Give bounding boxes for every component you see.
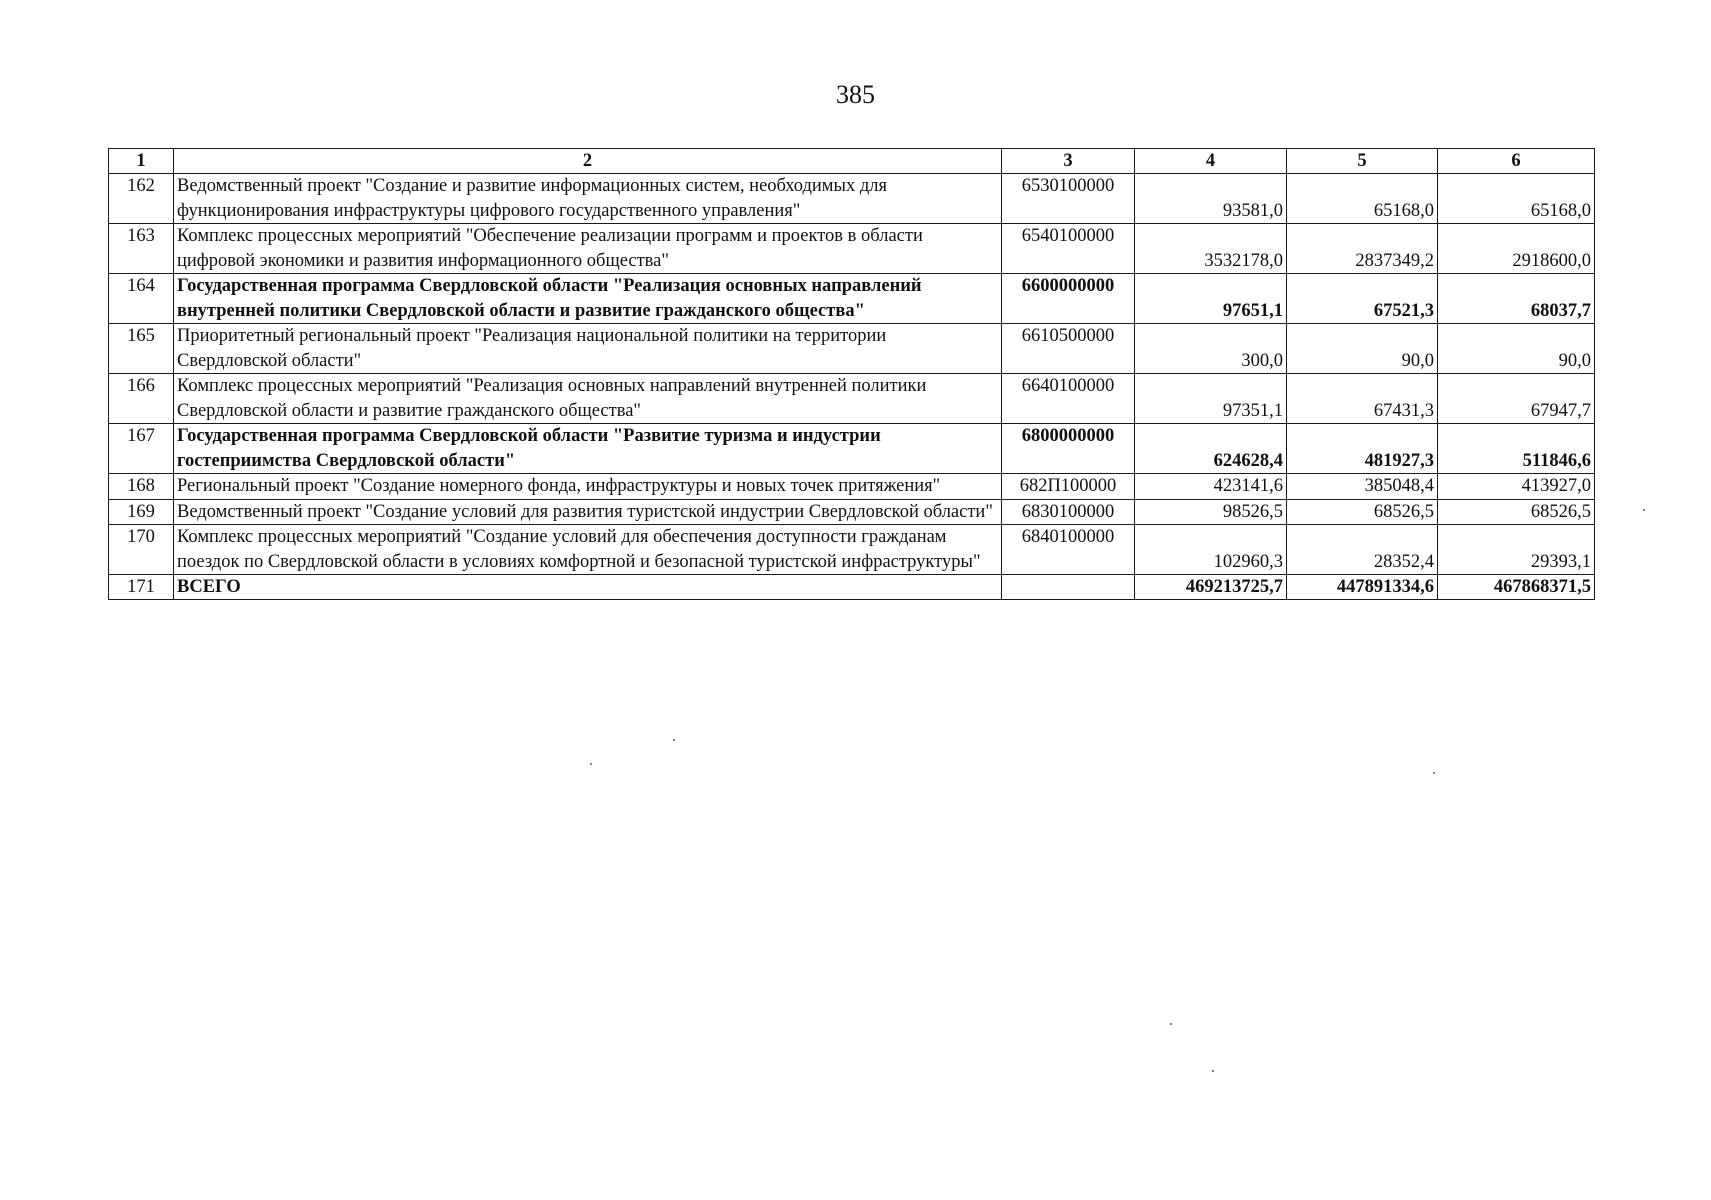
- column-header-1: 1: [109, 149, 174, 174]
- total-label: ВСЕГО: [174, 575, 1002, 600]
- row-value-5: 67431,3: [1287, 374, 1438, 424]
- row-code: 6540100000: [1002, 224, 1135, 274]
- row-value-5: 67521,3: [1287, 274, 1438, 324]
- row-code: 6640100000: [1002, 374, 1135, 424]
- row-value-4: 102960,3: [1135, 525, 1287, 575]
- row-name: Ведомственный проект "Создание и развитие информационных систем, необходимых для функционирования инфраструктуры цифрового государственного управления": [174, 174, 1002, 224]
- header-row: [109, 149, 1595, 174]
- total-value-6: 467868371,5: [1438, 575, 1595, 600]
- column-header-4: 4: [1135, 149, 1287, 174]
- row-code: 6530100000: [1002, 174, 1135, 224]
- row-value-4: 97651,1: [1135, 274, 1287, 324]
- row-value-5: 68526,5: [1287, 499, 1438, 525]
- table-row: [109, 525, 1595, 575]
- table-row: [109, 499, 1595, 525]
- row-code: 6830100000: [1002, 499, 1135, 525]
- scan-speck: [1433, 772, 1435, 774]
- row-value-5: 90,0: [1287, 324, 1438, 374]
- row-name: Региональный проект "Создание номерного фонда, инфраструктуры и новых точек притяжения": [174, 474, 1002, 500]
- total-code: [1002, 575, 1135, 600]
- row-name: Государственная программа Свердловской области "Развитие туризма и индустрии гостеприимства Свердловской области": [174, 424, 1002, 474]
- row-value-6: 67947,7: [1438, 374, 1595, 424]
- table-row: [109, 424, 1595, 474]
- table-row: [109, 324, 1595, 374]
- scan-speck: [1170, 1023, 1172, 1025]
- scan-speck: [1643, 509, 1645, 511]
- column-header-3: 3: [1002, 149, 1135, 174]
- total-row: [109, 575, 1595, 600]
- table-row: [109, 374, 1595, 424]
- row-number: 166: [109, 374, 174, 424]
- row-name: Государственная программа Свердловской области "Реализация основных направлений внутренней политики Свердловской области и развитие гражданского общества": [174, 274, 1002, 324]
- column-header-5: 5: [1287, 149, 1438, 174]
- scan-speck: [673, 739, 675, 741]
- row-value-4: 93581,0: [1135, 174, 1287, 224]
- column-header-2: 2: [174, 149, 1002, 174]
- row-value-5: 385048,4: [1287, 474, 1438, 500]
- row-value-5: 2837349,2: [1287, 224, 1438, 274]
- row-number: 168: [109, 474, 174, 500]
- row-value-6: 68037,7: [1438, 274, 1595, 324]
- row-value-6: 511846,6: [1438, 424, 1595, 474]
- row-name: Комплекс процессных мероприятий "Обеспечение реализации программ и проектов в области цифровой экономики и развития информационного общества": [174, 224, 1002, 274]
- table-row: [109, 174, 1595, 224]
- scan-speck: [1212, 1070, 1214, 1072]
- total-value-5: 447891334,6: [1287, 575, 1438, 600]
- row-value-4: 97351,1: [1135, 374, 1287, 424]
- row-value-6: 65168,0: [1438, 174, 1595, 224]
- row-number: 169: [109, 499, 174, 525]
- row-name: Комплекс процессных мероприятий "Создание условий для обеспечения доступности гражданам поездок по Свердловской области в условиях комфортной и безопасной туристской инфраструктуры": [174, 525, 1002, 575]
- table-row: [109, 474, 1595, 500]
- row-value-6: 68526,5: [1438, 499, 1595, 525]
- table-row: [109, 224, 1595, 274]
- row-number: 163: [109, 224, 174, 274]
- row-value-4: 624628,4: [1135, 424, 1287, 474]
- column-header-6: 6: [1438, 149, 1595, 174]
- table-row: [109, 274, 1595, 324]
- row-code: 6800000000: [1002, 424, 1135, 474]
- total-number: 171: [109, 575, 174, 600]
- row-value-6: 29393,1: [1438, 525, 1595, 575]
- row-number: 164: [109, 274, 174, 324]
- row-value-4: 300,0: [1135, 324, 1287, 374]
- row-code: 682П100000: [1002, 474, 1135, 500]
- row-value-6: 2918600,0: [1438, 224, 1595, 274]
- row-name: Ведомственный проект "Создание условий для развития туристской индустрии Свердловской области": [174, 499, 1002, 525]
- row-number: 167: [109, 424, 174, 474]
- row-value-6: 413927,0: [1438, 474, 1595, 500]
- row-value-5: 481927,3: [1287, 424, 1438, 474]
- row-name: Комплекс процессных мероприятий "Реализация основных направлений внутренней политики Свердловской области и развитие гражданского общества": [174, 374, 1002, 424]
- row-value-6: 90,0: [1438, 324, 1595, 374]
- row-value-4: 423141,6: [1135, 474, 1287, 500]
- row-number: 165: [109, 324, 174, 374]
- total-value-4: 469213725,7: [1135, 575, 1287, 600]
- row-number: 162: [109, 174, 174, 224]
- budget-table: [108, 148, 1595, 600]
- row-code: 6840100000: [1002, 525, 1135, 575]
- row-value-4: 98526,5: [1135, 499, 1287, 525]
- row-name: Приоритетный региональный проект "Реализация национальной политики на территории Свердловской области": [174, 324, 1002, 374]
- row-code: 6600000000: [1002, 274, 1135, 324]
- scan-speck: [590, 763, 592, 765]
- row-value-5: 65168,0: [1287, 174, 1438, 224]
- row-number: 170: [109, 525, 174, 575]
- row-value-5: 28352,4: [1287, 525, 1438, 575]
- row-value-4: 3532178,0: [1135, 224, 1287, 274]
- row-code: 6610500000: [1002, 324, 1135, 374]
- page-number: 385: [836, 80, 875, 109]
